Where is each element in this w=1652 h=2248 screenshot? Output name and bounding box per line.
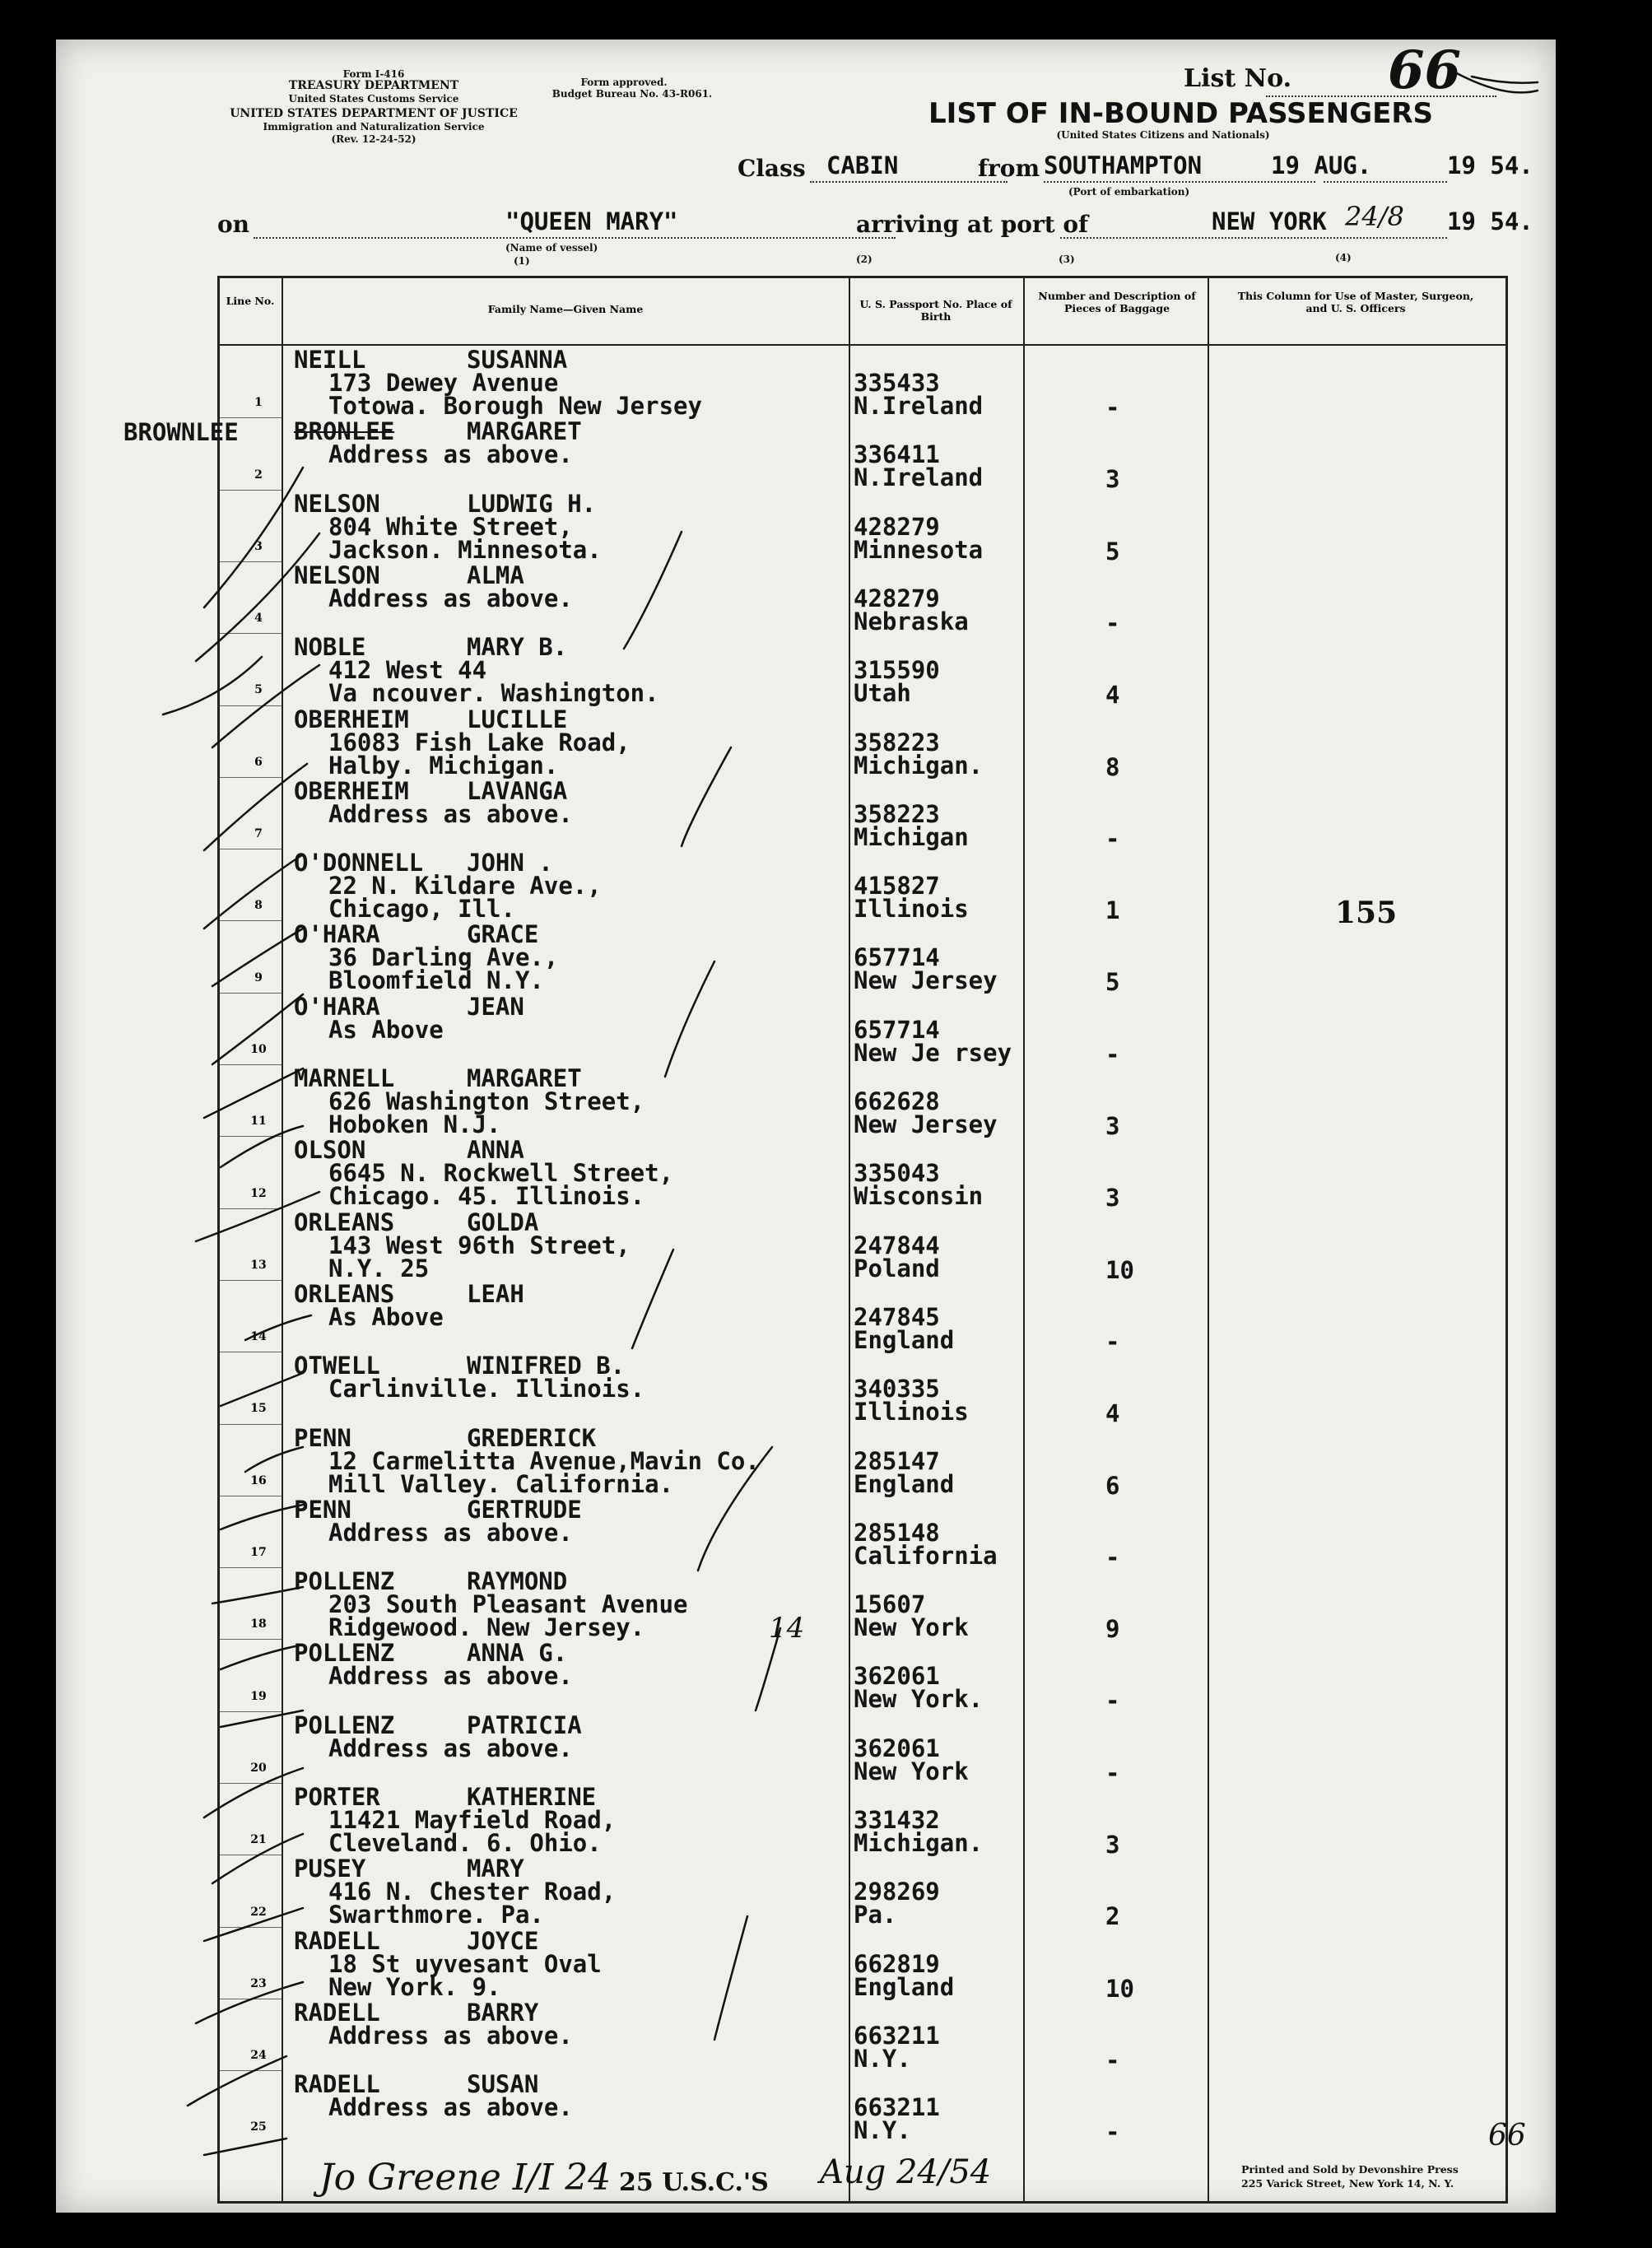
passport-number: 336411 (854, 440, 940, 469)
place-of-birth: N.Y. (854, 2044, 911, 2073)
baggage-count: - (1105, 1327, 1120, 1356)
line-number: 8 (254, 899, 263, 913)
class-value: CABIN (826, 151, 899, 179)
embarkation-date: 19 AUG. (1271, 151, 1372, 179)
line-number: 20 (250, 1761, 267, 1775)
class-label: Class (738, 155, 806, 182)
family-name: PORTER (294, 1783, 380, 1811)
place-of-birth: New York. (854, 1685, 984, 1714)
place-of-birth: Illinois (854, 1398, 969, 1427)
address-line-2: Bloomfield N.Y. (328, 966, 544, 995)
family-name: OLSON (294, 1136, 366, 1165)
address-line-1: 143 West 96th Street, (328, 1231, 631, 1259)
col-name: Family Name—Given Name (487, 303, 644, 315)
passenger-list-sheet (56, 40, 1556, 2213)
place-of-birth: Michigan. (854, 1829, 984, 1857)
address-line-1: 36 Darling Ave., (328, 943, 559, 972)
passport-number: 335433 (854, 369, 940, 397)
line-number: 23 (250, 1976, 267, 1990)
line-number: 9 (254, 970, 263, 984)
address-line-2: Cleveland. 6. Ohio. (328, 1829, 602, 1857)
place-of-birth: Wisconsin (854, 1182, 984, 1211)
baggage-count: - (1105, 1758, 1120, 1787)
given-name: JOYCE (467, 1926, 539, 1955)
given-name: SUSANNA (467, 346, 568, 374)
family-name: OBERHEIM (294, 705, 409, 733)
passport-number: 657714 (854, 1015, 940, 1044)
given-name: RAYMOND (467, 1567, 568, 1596)
address-line-1: Address as above. (328, 1734, 573, 1762)
vessel-caption: (Name of vessel) (505, 242, 598, 254)
line-number: 7 (254, 827, 263, 841)
line-number: 2 (254, 468, 263, 482)
arrival-year: 19 54. (1447, 207, 1533, 235)
place-of-birth: N.Ireland (854, 392, 984, 420)
customs-service: United States Customs Service (288, 93, 459, 105)
brownlee-correction: BROWNLEE (123, 418, 239, 446)
line-number: 12 (250, 1186, 267, 1200)
passport-number: 428279 (854, 512, 940, 541)
place-of-birth: Michigan. (854, 751, 984, 780)
family-name: PUSEY (294, 1855, 366, 1883)
given-name: WINIFRED B. (467, 1352, 626, 1380)
passport-number: 247845 (854, 1302, 940, 1331)
given-name: ALMA (467, 561, 524, 589)
address-line-1: Address as above. (328, 2021, 573, 2050)
corner-mark: 66 (1488, 2119, 1526, 2153)
line-number: 10 (250, 1042, 267, 1056)
line-number: 5 (254, 683, 263, 697)
column-2-number: (2) (856, 254, 873, 265)
given-name: BARRY (467, 1998, 539, 2027)
address-line-2: Mill Valley. California. (328, 1469, 674, 1498)
list-no-value: 66 (1388, 40, 1462, 101)
given-name: SUSAN (467, 2070, 539, 2099)
line-number: 1 (254, 396, 263, 410)
address-line-2: Hoboken N.J. (328, 1110, 501, 1138)
line-number: 13 (250, 1258, 267, 1272)
passport-number: 315590 (854, 656, 940, 685)
place-of-birth: Utah (854, 679, 911, 708)
address-line-1: 416 N. Chester Road, (328, 1878, 617, 1906)
line-number: 21 (250, 1833, 267, 1847)
passport-number: 331432 (854, 1806, 940, 1834)
address-line-1: 22 N. Kildare Ave., (328, 872, 602, 901)
family-name: BRONLEE (294, 417, 395, 446)
place-of-birth: England (854, 1325, 955, 1354)
family-name: PENN (294, 1423, 351, 1452)
given-name: MARGARET (467, 1064, 582, 1092)
arrival-date-handwritten: 24/8 (1345, 201, 1404, 232)
family-name: NELSON (294, 489, 380, 518)
address-line-1: 412 West 44 (328, 656, 487, 685)
family-name: O'DONNELL (294, 849, 424, 877)
passport-number: 340335 (854, 1375, 940, 1403)
place-of-birth: Pa. (854, 1901, 897, 1929)
family-name: NELSON (294, 561, 380, 589)
given-name: JOHN . (467, 849, 553, 877)
address-line-1: Address as above. (328, 799, 573, 828)
place-of-birth: New Je rsey (854, 1038, 1012, 1067)
family-name: PENN (294, 1495, 351, 1524)
line-number: 3 (254, 539, 263, 553)
family-name: RADELL (294, 1998, 380, 2027)
address-line-2: Chicago, Ill. (328, 895, 515, 924)
passport-number: 657714 (854, 943, 940, 972)
line-number: 17 (250, 1546, 267, 1560)
address-line-1: 203 South Pleasant Avenue (328, 1590, 688, 1619)
arrival-port: NEW YORK (1212, 207, 1327, 235)
baggage-count: - (1105, 608, 1120, 637)
address-line-1: Address as above. (328, 1518, 573, 1547)
baggage-count: 2 (1105, 1902, 1120, 1931)
place-of-birth: England (854, 1972, 955, 2001)
passport-number: 298269 (854, 1878, 940, 1906)
baggage-count: 10 (1105, 1255, 1134, 1284)
ins-label: Immigration and Naturalization Service (263, 121, 485, 133)
column-4-number: (4) (1335, 252, 1352, 263)
given-name: KATHERINE (467, 1783, 597, 1811)
baggage-count: - (1105, 1040, 1120, 1068)
address-line-1: Address as above. (328, 2093, 573, 2122)
port-of-embarkation: SOUTHAMPTON (1044, 151, 1203, 179)
place-of-birth: Nebraska (854, 607, 969, 635)
given-name: ANNA G. (467, 1639, 568, 1668)
passport-number: 663211 (854, 2093, 940, 2122)
place-of-birth: Poland (854, 1254, 940, 1282)
col-line-no: Line No. (226, 295, 275, 307)
passport-number: 358223 (854, 799, 940, 828)
passport-number: 362061 (854, 1734, 940, 1762)
baggage-count: - (1105, 824, 1120, 853)
address-line-1: 6645 N. Rockwell Street, (328, 1159, 674, 1188)
bottom-stamp: 25 U.S.C.'S (619, 2168, 769, 2197)
printer-line-1: Printed and Sold by Devonshire Press (1241, 2163, 1459, 2176)
address-line-1: 173 Dewey Avenue (328, 369, 559, 397)
passport-number: 335043 (854, 1159, 940, 1188)
line-number: 6 (254, 755, 263, 769)
col-officers: This Column for Use of Master, Surgeon, and U. S. Officers (1237, 290, 1474, 314)
family-name: NEILL (294, 346, 366, 374)
given-name: MARY (467, 1855, 524, 1883)
place-of-birth: N.Y. (854, 2116, 911, 2145)
family-name: RADELL (294, 2070, 380, 2099)
address-line-2: Chicago. 45. Illinois. (328, 1182, 645, 1211)
family-name: ORLEANS (294, 1208, 395, 1236)
family-name: NOBLE (294, 633, 366, 662)
baggage-count: 4 (1105, 1399, 1120, 1428)
passport-number: 247844 (854, 1231, 940, 1259)
address-line-2: Jackson. Minnesota. (328, 535, 602, 564)
address-line-2: Va ncouver. Washington. (328, 679, 659, 708)
place-of-birth: Minnesota (854, 535, 984, 564)
baggage-count: - (1105, 2046, 1120, 2074)
baggage-count: 10 (1105, 1974, 1134, 2003)
passport-number: 15607 (854, 1590, 926, 1619)
handwritten-date: Aug 24/54 (820, 2153, 992, 2191)
address-line-1: As Above (328, 1015, 444, 1044)
list-no-label: List No. (1184, 64, 1292, 93)
baggage-count: - (1105, 1687, 1120, 1715)
form-number: Form I-416 (342, 68, 405, 80)
passport-number: 285147 (854, 1446, 940, 1475)
address-line-1: Address as above. (328, 584, 573, 612)
passport-number: 663211 (854, 2021, 940, 2050)
embarkation-year: 19 54. (1447, 151, 1533, 179)
line-number: 11 (250, 1115, 267, 1129)
baggage-count: 1 (1105, 896, 1120, 925)
family-name: POLLENZ (294, 1710, 395, 1739)
address-line-1: As Above (328, 1302, 444, 1331)
given-name: LUCILLE (467, 705, 568, 733)
line-number: 15 (250, 1402, 267, 1416)
signature: Jo Greene I/I 24 (319, 2157, 612, 2199)
family-name: RADELL (294, 1926, 380, 1955)
given-name: JEAN (467, 992, 524, 1021)
passport-number: 662819 (854, 1949, 940, 1978)
place-of-birth: Illinois (854, 895, 969, 924)
family-name: ORLEANS (294, 1279, 395, 1308)
given-name: LUDWIG H. (467, 489, 597, 518)
column-3-number: (3) (1059, 254, 1075, 265)
baggage-count: 6 (1105, 1471, 1120, 1500)
baggage-count: 5 (1105, 537, 1120, 565)
address-line-2: Totowa. Borough New Jersey (328, 392, 702, 420)
address-line-1: 16083 Fish Lake Road, (328, 728, 631, 756)
line-number: 19 (250, 1689, 267, 1703)
document-subtitle: (United States Citizens and Nationals) (1056, 129, 1270, 141)
given-name: PATRICIA (467, 1710, 582, 1739)
address-line-1: 11421 Mayfield Road, (328, 1806, 617, 1834)
line-number: 22 (250, 1905, 267, 1919)
arriving-label: arriving at port of (856, 211, 1089, 238)
passport-number: 358223 (854, 728, 940, 756)
family-name: OBERHEIM (294, 776, 409, 805)
place-of-birth: California (854, 1541, 998, 1570)
given-name: ANNA (467, 1136, 524, 1165)
place-of-birth: Michigan (854, 822, 969, 851)
family-name: POLLENZ (294, 1567, 395, 1596)
baggage-count: 5 (1105, 968, 1120, 997)
given-name: GOLDA (467, 1208, 539, 1236)
col-passport: U. S. Passport No. Place of Birth (859, 298, 1012, 323)
address-line-1: Carlinville. Illinois. (328, 1375, 645, 1403)
family-name: MARNELL (294, 1064, 395, 1092)
from-label: from (978, 155, 1040, 182)
line-number: 16 (250, 1473, 267, 1487)
address-line-2: New York. 9. (328, 1972, 501, 2001)
place-of-birth: N.Ireland (854, 463, 984, 492)
place-of-birth: New Jersey (854, 966, 998, 995)
baggage-count: 3 (1105, 1831, 1120, 1859)
address-line-2: Halby. Michigan. (328, 751, 559, 780)
department-of-justice: UNITED STATES DEPARTMENT OF JUSTICE (230, 107, 518, 120)
budget-bureau: Budget Bureau No. 43-R061. (551, 88, 713, 100)
port-caption: (Port of embarkation) (1068, 186, 1190, 198)
on-label: on (217, 211, 250, 238)
passport-number: 662628 (854, 1087, 940, 1115)
baggage-count: 4 (1105, 681, 1120, 710)
baggage-count: - (1105, 2118, 1120, 2147)
given-name: LAVANGA (467, 776, 568, 805)
baggage-count: 8 (1105, 752, 1120, 781)
family-name: OTWELL (294, 1352, 380, 1380)
baggage-count: 9 (1105, 1615, 1120, 1644)
officer-count: 155 (1335, 896, 1398, 930)
family-name: O'HARA (294, 920, 380, 949)
given-name: LEAH (467, 1279, 524, 1308)
address-line-1: 626 Washington Street, (328, 1087, 645, 1115)
form-approved: Form approved. (580, 77, 668, 88)
address-line-1: 12 Carmelitta Avenue,Mavin Co. (328, 1446, 760, 1475)
baggage-count: 3 (1105, 465, 1120, 494)
place-of-birth: New York (854, 1757, 969, 1785)
family-name: O'HARA (294, 992, 380, 1021)
line-number: 25 (250, 2120, 267, 2134)
address-line-2: N.Y. 25 (328, 1254, 430, 1282)
baggage-count: 3 (1105, 1112, 1120, 1140)
vessel-name: "QUEEN MARY" (505, 207, 678, 235)
place-of-birth: England (854, 1469, 955, 1498)
place-of-birth: New Jersey (854, 1110, 998, 1138)
passport-number: 285148 (854, 1518, 940, 1547)
address-line-1: Address as above. (328, 440, 573, 469)
given-name: MARY B. (467, 633, 568, 662)
family-name: POLLENZ (294, 1639, 395, 1668)
column-1-number: (1) (514, 255, 530, 267)
baggage-count: - (1105, 1543, 1120, 1571)
treasury-department: TREASURY DEPARTMENT (288, 79, 459, 92)
baggage-count: 3 (1105, 1184, 1120, 1212)
address-line-2: Swarthmore. Pa. (328, 1901, 544, 1929)
line-number: 4 (254, 612, 263, 626)
passport-number: 415827 (854, 872, 940, 901)
address-line-1: 18 St uyvesant Oval (328, 1949, 602, 1978)
passport-number: 362061 (854, 1662, 940, 1691)
col-baggage: Number and Description of Pieces of Baggage (1038, 290, 1196, 314)
line-number: 24 (250, 2049, 267, 2063)
given-name: GRACE (467, 920, 539, 949)
address-line-2: Ridgewood. New Jersey. (328, 1613, 645, 1642)
address-line-1: Address as above. (328, 1662, 573, 1691)
passport-number: 428279 (854, 584, 940, 612)
printer-line-2: 225 Varick Street, New York 14, N. Y. (1241, 2177, 1454, 2190)
baggage-count: - (1105, 393, 1120, 421)
handwritten-14: 14 (769, 1612, 805, 1645)
given-name: GREDERICK (467, 1423, 597, 1452)
handwritten-check-marks (56, 40, 1556, 2213)
document-title: LIST OF IN-BOUND PASSENGERS (928, 97, 1433, 130)
revision-label: (Rev. 12-24-52) (331, 133, 416, 145)
address-line-1: 804 White Street, (328, 512, 573, 541)
line-number: 18 (250, 1617, 267, 1631)
given-name: MARGARET (467, 417, 582, 446)
place-of-birth: New York (854, 1613, 969, 1642)
line-number: 14 (250, 1330, 267, 1344)
given-name: GERTRUDE (467, 1495, 582, 1524)
